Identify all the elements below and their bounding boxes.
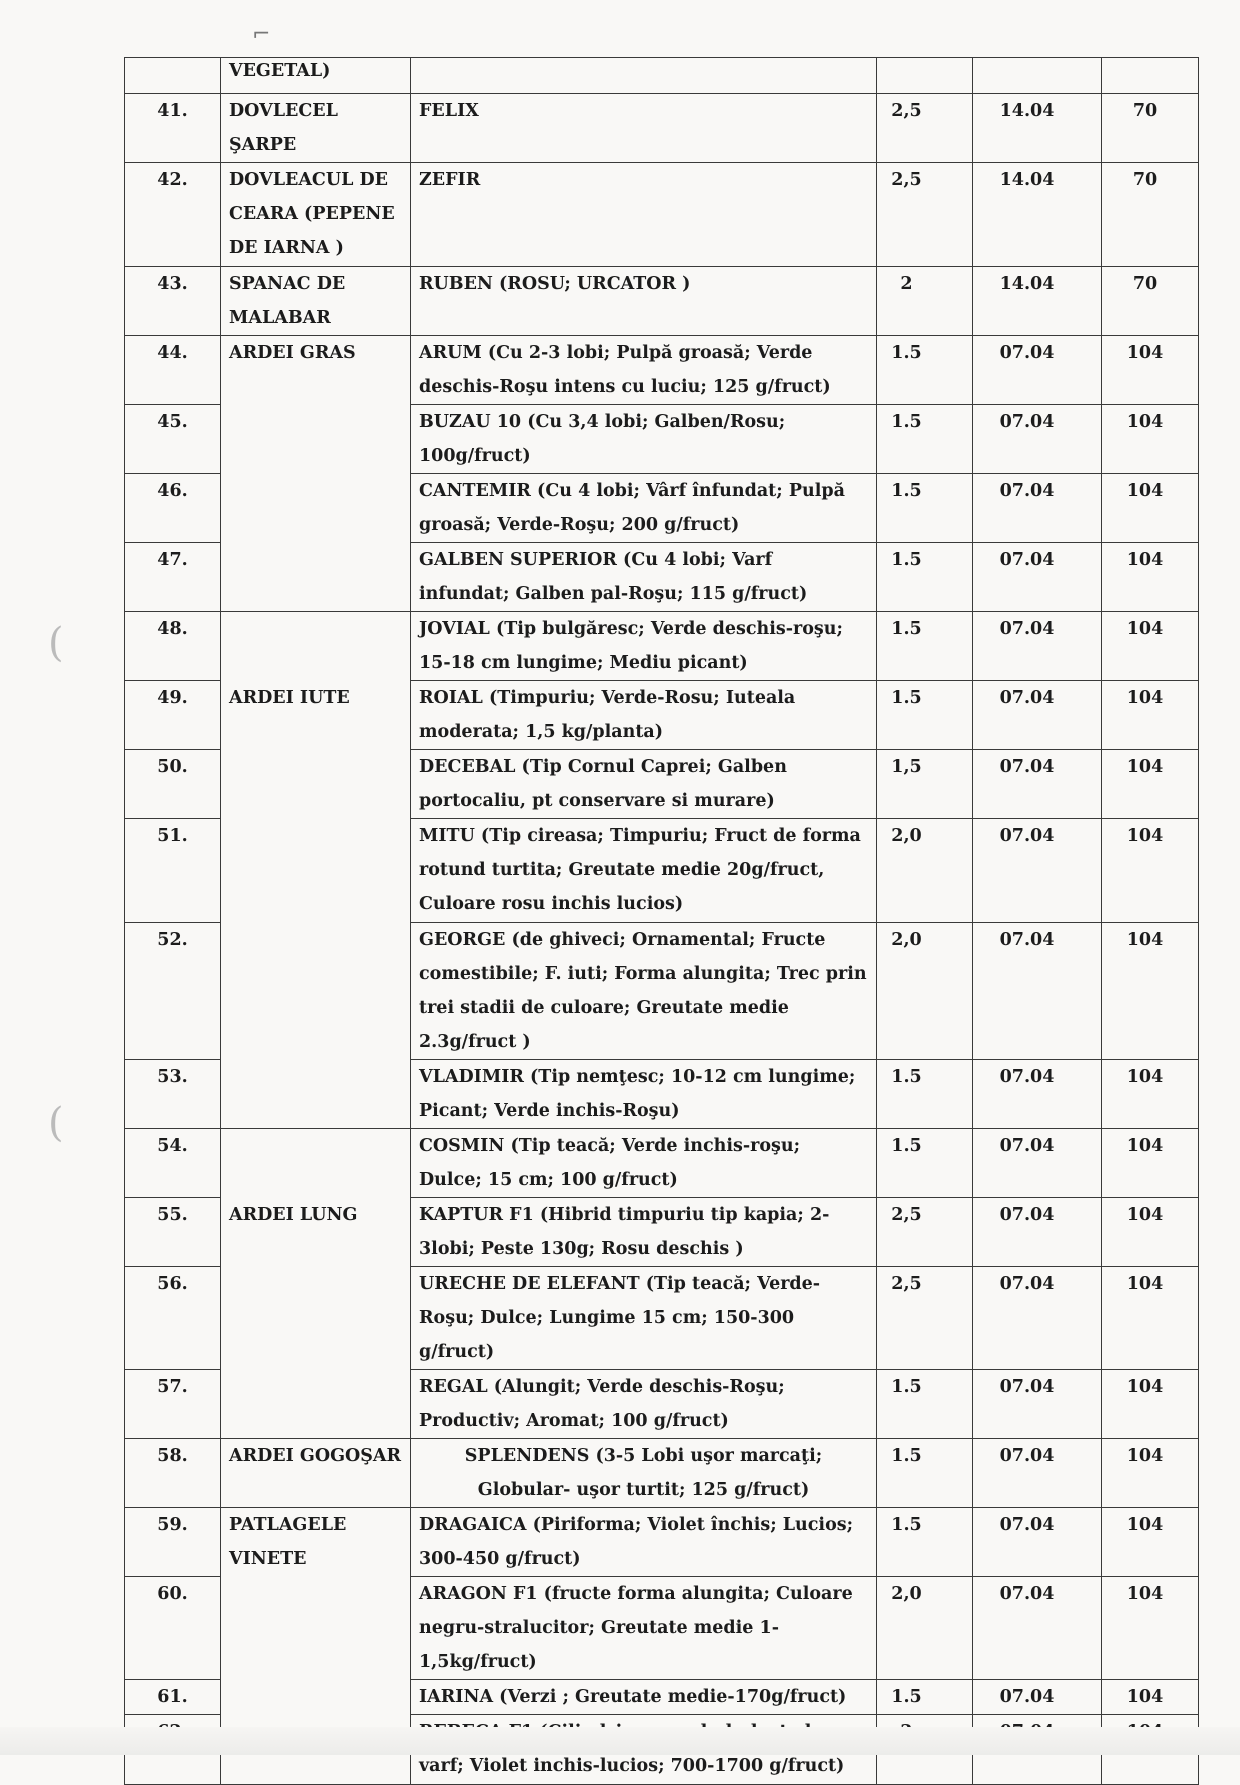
date: 07.04	[973, 612, 1102, 681]
date: 07.04	[973, 1267, 1102, 1370]
table-row	[125, 267, 1199, 336]
variety-description: DRAGAICA (Piriforma; Violet închis; Lucios; 300-450 g/fruct)	[411, 1508, 877, 1577]
variety-description: varf; Violet inchis-lucios; 700-1700 g/fruct)	[411, 1715, 877, 1785]
date: 07.04	[973, 1370, 1102, 1439]
quantity: 1.5	[877, 1129, 973, 1198]
punch-hole-mark: (	[48, 620, 64, 666]
quantity: 1.5	[877, 405, 973, 474]
row-number: 60.	[125, 1577, 221, 1680]
variety-description	[411, 58, 877, 94]
days: 70	[1102, 163, 1199, 267]
date: 07.04	[973, 1508, 1102, 1577]
row-number: 50.	[125, 750, 221, 819]
table-row	[125, 612, 1199, 681]
row-number: 61.	[125, 1680, 221, 1715]
variety-description: IARINA (Verzi ; Greutate medie-170g/fruct)	[411, 1680, 877, 1715]
row-number: 41.	[125, 94, 221, 163]
days	[1102, 58, 1199, 94]
date: 07.04	[973, 1439, 1102, 1508]
days: 104	[1102, 1267, 1199, 1370]
row-number: 53.	[125, 1060, 221, 1129]
days: 104	[1102, 1198, 1199, 1267]
days: 104	[1102, 681, 1199, 750]
row-number: 52.	[125, 923, 221, 1060]
date: 14.04	[973, 267, 1102, 336]
variety-description: GEORGE (de ghiveci; Ornamental; Fructe comestibile; F. iuti; Forma alungita; Trec prin trei stadii de culoare; Greutate medie 2.3g/fruct )	[411, 923, 877, 1060]
variety-description: BUZAU 10 (Cu 3,4 lobi; Galben/Rosu; 100g/fruct)	[411, 405, 877, 474]
date: 07.04	[973, 923, 1102, 1060]
date: 07.04	[973, 1060, 1102, 1129]
row-number: 47.	[125, 543, 221, 612]
days: 104	[1102, 474, 1199, 543]
date: 07.04	[973, 543, 1102, 612]
variety-description: ROIAL (Timpuriu; Verde-Rosu; Iuteala moderata; 1,5 kg/planta)	[411, 681, 877, 750]
date: 07.04	[973, 405, 1102, 474]
variety-description: REGAL (Alungit; Verde deschis-Roşu; Productiv; Aromat; 100 g/fruct)	[411, 1370, 877, 1439]
crop-name: ARDEI GRAS	[221, 336, 411, 612]
quantity: 1,5	[877, 750, 973, 819]
row-number	[125, 58, 221, 94]
variety-description: CANTEMIR (Cu 4 lobi; Vârf înfundat; Pulpă groasă; Verde-Roşu; 200 g/fruct)	[411, 474, 877, 543]
date: 07.04	[973, 336, 1102, 405]
crop-name: DOVLEACUL DE CEARA (PEPENE DE IARNA )	[221, 163, 411, 267]
scan-mark: ⌐	[252, 22, 271, 47]
date: 07.04	[973, 1577, 1102, 1680]
variety-description: VLADIMIR (Tip nemţesc; 10-12 cm lungime; Picant; Verde inchis-Roşu)	[411, 1060, 877, 1129]
row-number: 44.	[125, 336, 221, 405]
row-number: 45.	[125, 405, 221, 474]
days: 104	[1102, 336, 1199, 405]
table-row	[125, 1508, 1199, 1577]
scan-edge	[0, 1727, 1240, 1755]
row-number: 51.	[125, 819, 221, 923]
quantity: 1.5	[877, 1370, 973, 1439]
variety-description: KAPTUR F1 (Hibrid timpuriu tip kapia; 2-3lobi; Peste 130g; Rosu deschis )	[411, 1198, 877, 1267]
crop-name: VEGETAL)	[221, 58, 411, 94]
table-row	[125, 336, 1199, 405]
days: 70	[1102, 267, 1199, 336]
days: 104	[1102, 1129, 1199, 1198]
row-number: 46.	[125, 474, 221, 543]
date: 07.04	[973, 1680, 1102, 1715]
variety-description: RUBEN (ROSU; URCATOR )	[411, 267, 877, 336]
crop-name: PATLAGELE VINETE	[221, 1508, 411, 1785]
crop-name: ARDEI GOGOŞAR	[221, 1439, 411, 1508]
seed-varieties-table	[124, 57, 1199, 1785]
days: 104	[1102, 1370, 1199, 1439]
row-number: 54.	[125, 1129, 221, 1198]
quantity: 1.5	[877, 1060, 973, 1129]
table-row	[125, 163, 1199, 267]
row-number: 49.	[125, 681, 221, 750]
quantity: 1.5	[877, 474, 973, 543]
quantity: 2,0	[877, 1577, 973, 1680]
days: 104	[1102, 1508, 1199, 1577]
punch-hole-mark: (	[48, 1100, 64, 1146]
row-number: 58.	[125, 1439, 221, 1508]
quantity: 1.5	[877, 612, 973, 681]
variety-description: ARUM (Cu 2-3 lobi; Pulpă groasă; Verde deschis-Roşu intens cu luciu; 125 g/fruct)	[411, 336, 877, 405]
days: 104	[1102, 1680, 1199, 1715]
variety-description: MITU (Tip cireasa; Timpuriu; Fruct de forma rotund turtita; Greutate medie 20g/fruct, Culoare rosu inchis lucios)	[411, 819, 877, 923]
variety-description: COSMIN (Tip teacă; Verde inchis-roşu; Dulce; 15 cm; 100 g/fruct)	[411, 1129, 877, 1198]
variety-description: DECEBAL (Tip Cornul Caprei; Galben portocaliu, pt conservare si murare)	[411, 750, 877, 819]
date: 14.04	[973, 94, 1102, 163]
quantity: 2,5	[877, 94, 973, 163]
variety-description: JOVIAL (Tip bulgăresc; Verde deschis-roşu; 15-18 cm lungime; Mediu picant)	[411, 612, 877, 681]
quantity: 1.5	[877, 1439, 973, 1508]
variety-description: FELIX	[411, 94, 877, 163]
variety-description: URECHE DE ELEFANT (Tip teacă; Verde-Roşu; Dulce; Lungime 15 cm; 150-300 g/fruct)	[411, 1267, 877, 1370]
days: 104	[1102, 405, 1199, 474]
date	[973, 58, 1102, 94]
quantity: 2,0	[877, 819, 973, 923]
variety-description: ARAGON F1 (fructe forma alungita; Culoare negru-stralucitor; Greutate medie 1-1,5kg/fruct)	[411, 1577, 877, 1680]
quantity: 1.5	[877, 543, 973, 612]
row-number: 48.	[125, 612, 221, 681]
quantity: 1.5	[877, 1680, 973, 1715]
date: 07.04	[973, 681, 1102, 750]
quantity: 2,0	[877, 923, 973, 1060]
crop-name: DOVLECEL ŞARPE	[221, 94, 411, 163]
table-row	[125, 94, 1199, 163]
days: 104	[1102, 750, 1199, 819]
quantity: 2,5	[877, 1198, 973, 1267]
days: 104	[1102, 1060, 1199, 1129]
days: 104	[1102, 819, 1199, 923]
table-row	[125, 1439, 1199, 1508]
date: 07.04	[973, 750, 1102, 819]
quantity: 1.5	[877, 336, 973, 405]
variety-description: ZEFIR	[411, 163, 877, 267]
quantity: 1.5	[877, 681, 973, 750]
row-number: 42.	[125, 163, 221, 267]
days: 70	[1102, 94, 1199, 163]
table-row	[125, 58, 1199, 94]
date: 07.04	[973, 1198, 1102, 1267]
quantity: 2	[877, 267, 973, 336]
days: 104	[1102, 543, 1199, 612]
row-number: 56.	[125, 1267, 221, 1370]
crop-name: SPANAC DE MALABAR	[221, 267, 411, 336]
date: 07.04	[973, 474, 1102, 543]
quantity: 2,5	[877, 1267, 973, 1370]
crop-name: ARDEI IUTE	[221, 612, 411, 1129]
days: 104	[1102, 1439, 1199, 1508]
date: 07.04	[973, 1129, 1102, 1198]
variety-description: GALBEN SUPERIOR (Cu 4 lobi; Varf infundat; Galben pal-Roşu; 115 g/fruct)	[411, 543, 877, 612]
variety-description: SPLENDENS (3-5 Lobi uşor marcaţi; Globular- uşor turtit; 125 g/fruct)	[411, 1439, 877, 1508]
crop-name: ARDEI LUNG	[221, 1129, 411, 1439]
date: 07.04	[973, 819, 1102, 923]
row-number: 59.	[125, 1508, 221, 1577]
days: 104	[1102, 612, 1199, 681]
row-number: 43.	[125, 267, 221, 336]
row-number: 57.	[125, 1370, 221, 1439]
row-number: 55.	[125, 1198, 221, 1267]
table-row	[125, 1129, 1199, 1198]
quantity: 1.5	[877, 1508, 973, 1577]
days: 104	[1102, 1577, 1199, 1680]
quantity	[877, 58, 973, 94]
days: 104	[1102, 923, 1199, 1060]
date: 14.04	[973, 163, 1102, 267]
quantity: 2,5	[877, 163, 973, 267]
